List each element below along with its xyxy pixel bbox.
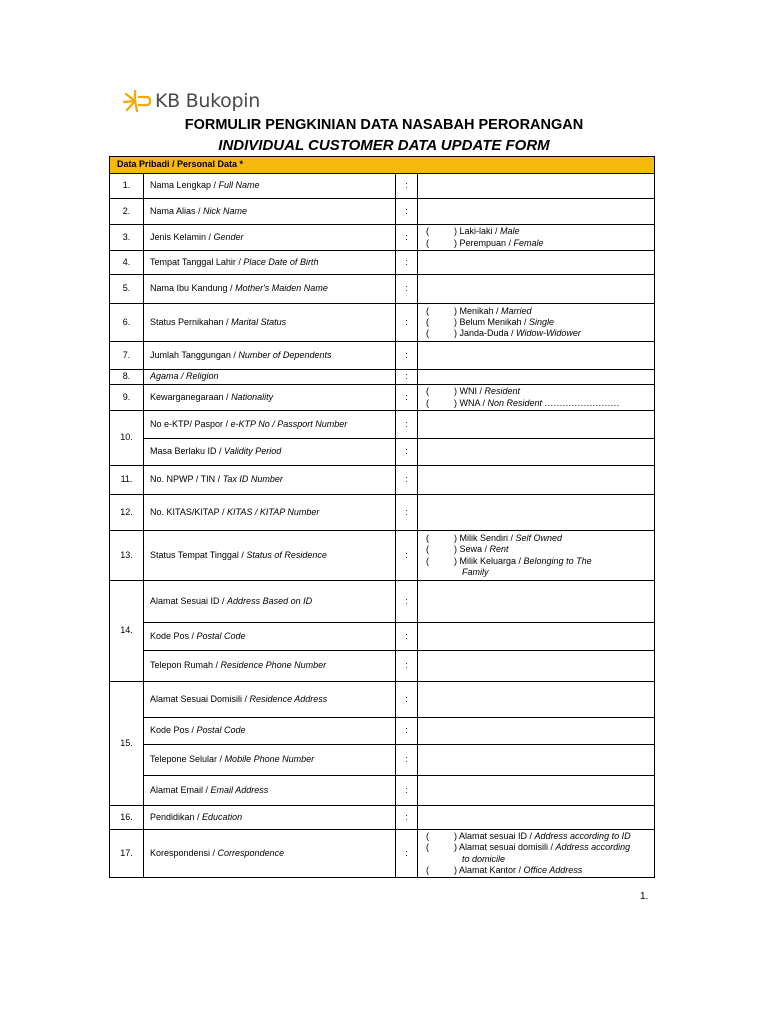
colon: :	[396, 342, 418, 370]
colon: :	[396, 466, 418, 495]
colon: :	[396, 830, 418, 878]
field-label: Telepon Rumah / Residence Phone Number	[144, 651, 396, 682]
colon: :	[396, 385, 418, 411]
field-label: Kode Pos / Postal Code	[144, 718, 396, 745]
colon: :	[396, 651, 418, 682]
row-number: 3.	[110, 225, 144, 251]
logo-text: KB Bukopin	[155, 90, 260, 112]
colon: :	[396, 275, 418, 304]
colon: :	[396, 718, 418, 745]
row-number: 2.	[110, 199, 144, 225]
kitas-field[interactable]	[418, 495, 655, 531]
marital-option-married[interactable]: ( ) Menikah / Married	[426, 305, 532, 316]
colon: :	[396, 531, 418, 581]
id-number-field[interactable]	[418, 411, 655, 439]
row-number: 7.	[110, 342, 144, 370]
row-number: 14.	[110, 581, 144, 682]
field-label: Jumlah Tanggungan / Number of Dependents	[144, 342, 396, 370]
id-address-field[interactable]	[418, 581, 655, 623]
field-label: No e-KTP/ Paspor / e-KTP No / Passport Number	[144, 411, 396, 439]
colon: :	[396, 806, 418, 830]
residence-option-self-owned[interactable]: ( ) Milik Sendiri / Self Owned	[426, 533, 563, 543]
table-row	[110, 718, 655, 745]
table-row	[110, 651, 655, 682]
dependents-field[interactable]	[418, 342, 655, 370]
nationality-options	[418, 385, 655, 411]
field-label: Status Tempat Tinggal / Status of Residence	[144, 531, 396, 581]
table-row	[110, 342, 655, 370]
row-number: 16.	[110, 806, 144, 830]
residence-phone-field[interactable]	[418, 651, 655, 682]
field-label: Agama / Religion	[144, 370, 396, 385]
colon: :	[396, 495, 418, 531]
table-row	[110, 304, 655, 342]
residence-address-field[interactable]	[418, 682, 655, 718]
colon: :	[396, 439, 418, 466]
field-label: Nama Ibu Kandung / Mother's Maiden Name	[144, 275, 396, 304]
field-label: No. KITAS/KITAP / KITAS / KITAP Number	[144, 495, 396, 531]
table-row	[110, 776, 655, 806]
row-number: 17.	[110, 830, 144, 878]
colon: :	[396, 225, 418, 251]
field-label: Kewarganegaraan / Nationality	[144, 385, 396, 411]
correspondence-option-office[interactable]: ( ) Alamat Kantor / Office Address	[426, 864, 583, 875]
residence-postal-code-field[interactable]	[418, 718, 655, 745]
field-label: No. NPWP / TIN / Tax ID Number	[144, 466, 396, 495]
table-row	[110, 466, 655, 495]
colon: :	[396, 251, 418, 275]
validity-period-field[interactable]	[418, 439, 655, 466]
email-field[interactable]	[418, 776, 655, 806]
colon: :	[396, 199, 418, 225]
marital-status-options	[418, 304, 655, 342]
row-number: 8.	[110, 370, 144, 385]
gender-option-female[interactable]: ( ) Perempuan / Female	[426, 237, 544, 248]
field-label: Tempat Tanggal Lahir / Place Date of Birth	[144, 251, 396, 275]
field-label: Jenis Kelamin / Gender	[144, 225, 396, 251]
table-row	[110, 495, 655, 531]
form-title-en: INDIVIDUAL CUSTOMER DATA UPDATE FORM	[218, 137, 550, 154]
nationality-option-wni[interactable]: ( ) WNI / Resident	[426, 386, 521, 397]
field-label: Status Pernikahan / Marital Status	[144, 304, 396, 342]
table-row	[110, 830, 655, 878]
table-row	[110, 581, 655, 623]
table-row	[110, 251, 655, 275]
residence-option-rent[interactable]: ( ) Sewa / Rent	[426, 544, 509, 555]
field-label: Kode Pos / Postal Code	[144, 623, 396, 651]
nationality-option-wna[interactable]: ( ) WNA / Non Resident .........................	[426, 397, 620, 408]
colon: :	[396, 745, 418, 776]
id-postal-code-field[interactable]	[418, 623, 655, 651]
row-number: 15.	[110, 682, 144, 806]
table-row	[110, 439, 655, 466]
table-row	[110, 275, 655, 304]
field-label: Korespondensi / Correspondence	[144, 830, 396, 878]
colon: :	[396, 174, 418, 199]
colon: :	[396, 411, 418, 439]
table-row	[110, 174, 655, 199]
option-continuation: Family	[462, 566, 489, 577]
colon: :	[396, 304, 418, 342]
field-label: Alamat Sesuai ID / Address Based on ID	[144, 581, 396, 623]
colon: :	[396, 776, 418, 806]
colon: :	[396, 581, 418, 623]
colon: :	[396, 682, 418, 718]
row-number: 5.	[110, 275, 144, 304]
row-number: 12.	[110, 495, 144, 531]
option-continuation: to domicile	[462, 853, 506, 864]
gender-option-male[interactable]: ( ) Laki-laki / Male	[426, 226, 520, 237]
residence-option-family[interactable]: ( ) Milik Keluarga / Belonging to The	[426, 555, 592, 566]
wna-country-blank: .........................	[544, 397, 620, 408]
row-number: 9.	[110, 385, 144, 411]
table-row	[110, 745, 655, 776]
colon: :	[396, 623, 418, 651]
table-row	[110, 411, 655, 439]
correspondence-option-domicile[interactable]: ( ) Alamat sesuai domisili / Address according	[426, 842, 631, 853]
field-label: Alamat Sesuai Domisili / Residence Address	[144, 682, 396, 718]
colon: :	[396, 370, 418, 385]
correspondence-options	[418, 830, 655, 878]
table-row	[110, 225, 655, 251]
kb-bukopin-logo	[122, 88, 260, 114]
row-number: 10.	[110, 411, 144, 466]
field-label: Alamat Email / Email Address	[144, 776, 396, 806]
correspondence-option-id-address[interactable]: ( ) Alamat sesuai ID / Address according to ID	[426, 831, 631, 841]
field-label: Telepone Selular / Mobile Phone Number	[144, 745, 396, 776]
table-row	[110, 623, 655, 651]
row-number: 11.	[110, 466, 144, 495]
table-row	[110, 370, 655, 385]
gender-options	[418, 225, 655, 251]
full-name-field[interactable]	[418, 174, 655, 199]
marital-option-widow[interactable]: ( ) Janda-Duda / Widow-Widower	[426, 328, 581, 339]
table-row	[110, 385, 655, 411]
field-label: Masa Berlaku ID / Validity Period	[144, 439, 396, 466]
bukopin-star-icon	[122, 89, 152, 113]
row-number: 6.	[110, 304, 144, 342]
nick-name-field[interactable]	[418, 199, 655, 225]
birth-place-date-field[interactable]	[418, 251, 655, 275]
row-number: 13.	[110, 531, 144, 581]
form-title-id: FORMULIR PENGKINIAN DATA NASABAH PERORANGAN	[184, 117, 584, 133]
field-label: Pendidikan / Education	[144, 806, 396, 830]
marital-option-single[interactable]: ( ) Belum Menikah / Single	[426, 316, 555, 327]
table-row	[110, 199, 655, 225]
table-row	[110, 806, 655, 830]
personal-data-table	[109, 156, 655, 878]
tax-id-field[interactable]	[418, 466, 655, 495]
mother-maiden-name-field[interactable]	[418, 275, 655, 304]
row-number: 1.	[110, 174, 144, 199]
residence-status-options	[418, 531, 655, 581]
table-row	[110, 682, 655, 718]
table-row	[110, 531, 655, 581]
page-number: 1.	[640, 891, 649, 902]
mobile-phone-field[interactable]	[418, 745, 655, 776]
row-number: 4.	[110, 251, 144, 275]
section-header: Data Pribadi / Personal Data *	[110, 157, 655, 174]
field-label: Nama Alias / Nick Name	[144, 199, 396, 225]
education-field[interactable]	[418, 806, 655, 830]
field-label: Nama Lengkap / Full Name	[144, 174, 396, 199]
religion-field[interactable]	[418, 370, 655, 385]
